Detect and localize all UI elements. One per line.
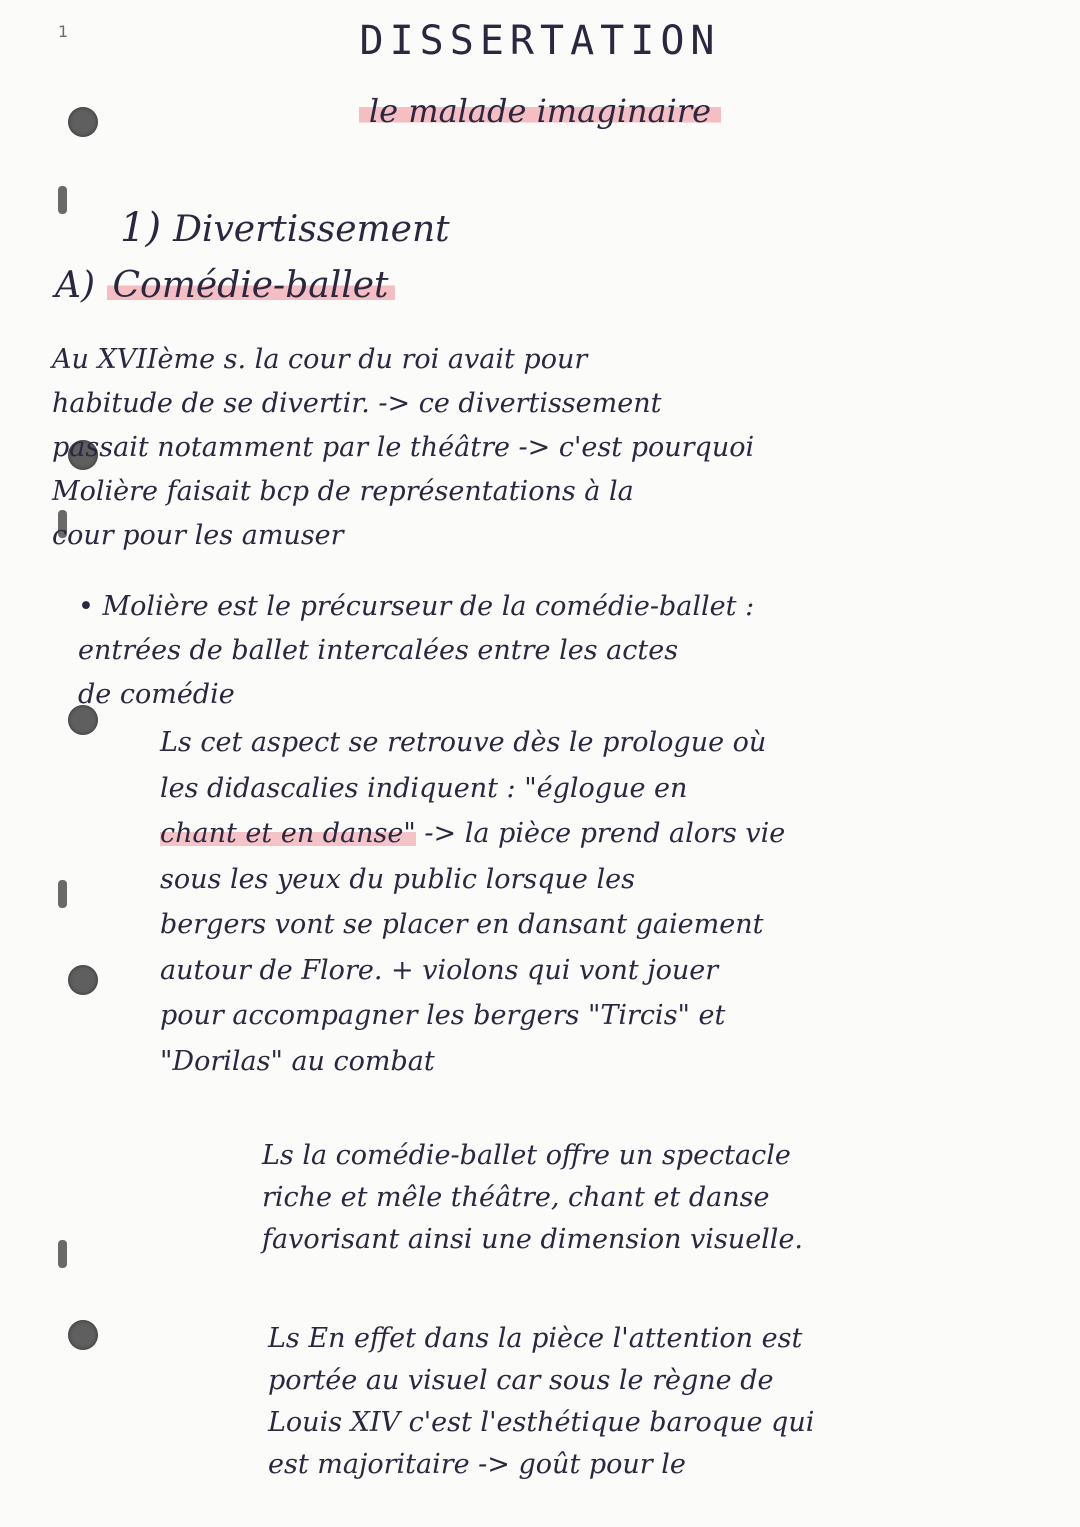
text-line: "Dorilas" au combat bbox=[160, 1045, 435, 1077]
text-line: • Molière est le précurseur de la comédie-ballet : bbox=[78, 591, 755, 622]
text-line-highlighted: chant et en danse" -> la pièce prend alors vie bbox=[160, 818, 786, 849]
paragraph-3 bbox=[160, 720, 785, 1084]
section-heading bbox=[120, 205, 450, 251]
text-line: Ls En effet dans la pièce l'attention est bbox=[268, 1323, 803, 1354]
text-line: riche et mêle théâtre, chant et danse bbox=[262, 1182, 770, 1213]
text-line: Ls la comédie-ballet offre un spectacle bbox=[262, 1140, 791, 1171]
section-label: Divertissement bbox=[173, 209, 450, 250]
highlighted-phrase: chant et en danse" bbox=[160, 818, 416, 849]
subsection-label: Comédie-ballet bbox=[107, 265, 395, 306]
text-line: bergers vont se placer en dansant gaiement bbox=[160, 909, 764, 940]
binder-hole bbox=[68, 1320, 98, 1350]
text-line: sous les yeux du public lorsque les bbox=[160, 863, 635, 895]
subsection-letter: A) bbox=[55, 265, 96, 306]
text-line: de comédie bbox=[78, 679, 235, 710]
binder-ring-mark bbox=[58, 880, 67, 908]
page-title: DISSERTATION bbox=[359, 18, 721, 64]
text-line: les didascalies indiquent : "églogue en bbox=[160, 772, 688, 804]
paragraph-1 bbox=[52, 338, 754, 558]
binder-ring-mark bbox=[58, 186, 67, 214]
paragraph-4 bbox=[262, 1135, 803, 1261]
paragraph-5 bbox=[268, 1318, 814, 1486]
subsection-heading bbox=[55, 265, 395, 306]
text-line: favorisant ainsi une dimension visuelle. bbox=[262, 1224, 804, 1255]
page-corner-mark: 1 bbox=[58, 22, 69, 41]
binder-hole bbox=[68, 965, 98, 995]
binder-ring-mark bbox=[58, 1240, 67, 1268]
text-line: entrées de ballet intercalées entre les actes bbox=[78, 635, 679, 666]
text-line: pour accompagner les bergers "Tircis" et bbox=[160, 1000, 726, 1031]
text-line: Molière faisait bcp de représentations à la bbox=[52, 476, 634, 507]
text-line: portée au visuel car sous le règne de bbox=[268, 1365, 774, 1396]
text-line: passait notamment par le théâtre -> c'est pourquoi bbox=[52, 432, 755, 463]
text-line: habitude de se divertir. -> ce divertissement bbox=[52, 388, 662, 419]
text-line: cour pour les amuser bbox=[52, 520, 344, 551]
section-number: 1) bbox=[120, 205, 162, 251]
paragraph-2 bbox=[78, 585, 754, 717]
page-subtitle: le malade imaginaire bbox=[359, 92, 721, 130]
text-line: Au XVIIème s. la cour du roi avait pour bbox=[52, 344, 588, 375]
subtitle-container bbox=[0, 92, 1080, 130]
text-line: autour de Flore. + violons qui vont jouer bbox=[160, 954, 719, 986]
text-line: est majoritaire -> goût pour le bbox=[268, 1449, 686, 1480]
text-line: Ls cet aspect se retrouve dès le prologue où bbox=[160, 727, 767, 758]
text-line: Louis XIV c'est l'esthétique baroque qui bbox=[268, 1407, 815, 1438]
